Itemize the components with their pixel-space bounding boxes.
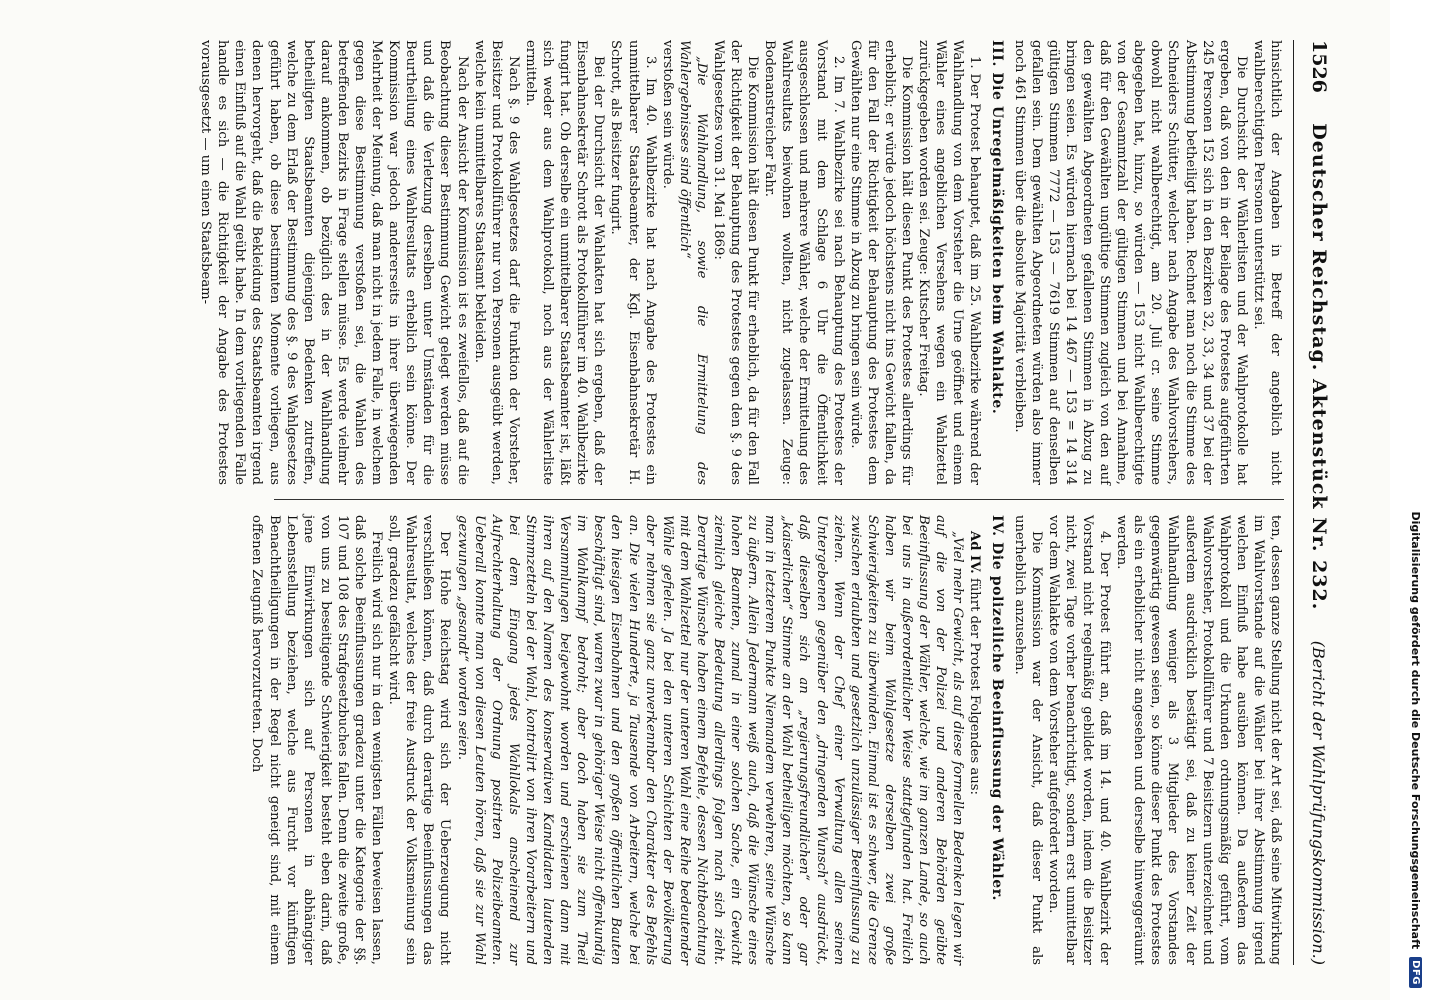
right-column: [249, 515, 1284, 965]
page-header: [1293, 40, 1330, 965]
paragraph: Der Hohe Reichstag wird sich der Ueberzeugung nicht verschließen können, daß durch derartige Beeinflussungen das Wahlresultat, welches der freie Ausdruck der Volksmeinung sein soll, gradezu gefälscht wird.: [386, 515, 453, 965]
quotation: „Viel mehr Gewicht, als auf diese formellen Bedenken legen wir auf die von der Polizei und anderen Behörden geübte Beeinflussung der Wähler, welche, wie im ganzen Lande, so auch bei uns in außerordentlicher Weise stattgefunden hat. Freilich haben wir beim Wahlgesetze derselben zwei große Schwierigkeiten zu überwinden. Einmal ist es schwer, die Grenze zwischen erlaubten und gesetzlich unzulässiger Beeinflussung zu ziehen. Wenn der Chef einer Verwaltung allen seinen Untergebenen gegenüber den „dringenden Wunsch“ ausdrückt, daß dieselben sich an „regierungsfreundlichen“ oder gar „kaiserlichen“ Stimme an der Wahl betheiligen möchten, so kann man in letzterem Punkte Niemandem verwehren, seine Wünsche zu äußern. Allein Jedermann weiß auch, daß die Wünsche eines hohen Beamten, zumal in einer solchen Sache, ein Gewicht ziemlich gleiche Bedeutung allerdings folgen nach sich zieht. Derartige Wünsche haben einem Befehle, dessen Nichtbeachtung mit dem Wahlzettel nur der unteren Wahl eine Reihe bedeutender Wähle gefielen. Ja bei den unteren Schichten der Bevölkerung aber nehmen sie ganz unverkennbar den Charakter des Befehls an. Die vielen Hunderte, ja Tausende von Arbeitern, welche bei den hiesigen Eisenbahnen und den großen öffentlichen Bauten beschäftigt sind, waren zwar in gehöriger Weise nicht offenkundig im Wahlkampf bedroht; aber doch haben sie zum Theil Versammlungen beigewohnt worden und erschienen dann mit ihren auf den Namen des konservativen Kandidaten lautenden Stimmzetteln bei der Wahl, kontrolirt von ihren Vorarbeitern und bei dem Eingang jedes Wahllokals anscheinend zur Aufrechterhaltung der Ordnung postirten Polizeibeamten. Ueberall konnte man von diesen Leuten hören, daß sie zur Wahl gezwungen „gesandt“ worden seien.: [454, 515, 966, 965]
paragraph-text: führt der Protest Folgendes aus:: [967, 577, 983, 795]
paragraph: 3. Im 40. Wahlbezirke hat nach Angabe des Protestes ein unmittelbarer Staatsbeamter, der Kgl. Eisenbahnsekretär H. Schrott, als Beisitzer fungirt.: [608, 40, 658, 485]
paragraph: Die Kommission hält diesen Punkt für erheblich, da für den Fall der Richtigkeit der Behauptung des Protestes gegen den §. 9 des Wahlgesetzes vom 31. Mai 1869:: [711, 40, 761, 485]
paragraph: Die Kommission war der Ansicht, daß dieser Punkt als unerheblich anzusehen.: [1011, 515, 1044, 965]
paragraph: Bei der Durchsicht der Wahlakten hat sich ergeben, daß der Eisenbahnsekretär Schrott als Protokollführer im 40. Wahlbezirke fungirt hat. Ob derselbe ein unmittelbarer Staatsbeamter ist, läßt sich weder aus dem Wahlprotokoll, noch aus der Wählerliste ermitteln.: [522, 40, 607, 485]
paragraph: Freilich wird sich nur in den wenigsten Fällen beweisen lassen, daß solche Beeinflussungen gradezu unter die Kategorie der §§. 107 und 108 des Strafgesetzbuches fallen. Denn die zweite große, von uns zu beseitigende Schwierigkeit besteht eben darin, daß jene Einwirkungen sich auf Personen in abhängiger Lebensstellung beziehen, welche aus Furcht vor künftigen Benachtheiligungen in der Regel nicht geneigt sind, mit einem offenen Zeugniß hervorzutreten. Doch: [249, 515, 385, 965]
paragraph-lead: Ad IV.: [967, 531, 983, 574]
paragraph: hinsichtlich der Angaben in Betreff der angeblich nicht wahlberechtigten Personen unterstützt sei.: [1250, 40, 1283, 485]
paragraph: Die Kommission hält diesen Punkt des Protestes allerdings für erheblich; er würde jedoch höchstens nicht ins Gewicht fallen, da für den Fall der Richtigkeit der Behauptung des Protestes dem Gewählten nur eine Stimme in Abzug zu bringen sein würde.: [847, 40, 915, 485]
page-number: 1526: [1308, 40, 1330, 93]
dfg-logo: DFG: [1410, 957, 1423, 988]
page-title: Deutscher Reichstag. Aktenstück Nr. 232.: [1308, 123, 1330, 611]
paragraph: [966, 515, 983, 965]
footer-text: Digitalisierung gefördert durch die Deutsche Forschungsgemeinschaft: [1409, 511, 1423, 950]
paragraph: 2. Im 7. Wahlbezirke sei nach Behauptung des Protestes der Vorstand mit dem Schlage 6 Uhr die Öffentlichkeit ausgeschlossen und mehrere Wähler, welche der Ermittelung des Wahlresultats beiwohnen wollten, nicht zugelassen. Zeuge: Bodenanstreicher Fahr.: [762, 40, 846, 485]
paragraph: 1. Der Protest behauptet, daß im 25. Wahlbezirke während der Wahlhandlung von dem Vorsteher die Urne geöffnet und einem Wähler eines angeblichen Versehens wegen ein Wahlzettel zurückgegeben worden sei. Zeuge: Kutscher Freitag.: [916, 40, 983, 485]
left-column: [198, 40, 1284, 485]
paragraph: Die Durchsicht der Wählerlisten und der Wahlprotokolle hat ergeben, daß von den in der Beilage des Protestes aufgeführten 245 Personen 152 sich in den Bezirken 32, 33, 34 und 37 bei der Abstimmung betheiligt haben. Rechnet man noch die Stimme des Schneiders Schütter, welcher nach Angabe des Wahlvorstehers, obwohl nicht wahlberechtigt, am 20. Juli cr. seine Stimme abgegeben hat, hinzu, so würden — 153 nicht Wahlberechtigte von der Gesammtzahl der gültigen Stimmen und bei Annahme, daß für den Gewählten ungültige Stimmen zugleich von den auf den gewählten Abgeordneten gefallenen Stimmen in Abzug zu bringen seien. Es würden hiernach bei 14 467 — 153 = 14 314 gültigen Stimmen 7772 — 153 — 7619 Stimmen auf denselben gefallen sein. Dem gewählten Abgeordneten würden also immer noch 461 Stimmen über die absolute Majorität verbleiben.: [1011, 40, 1249, 485]
paragraph: 4. Der Protest führt an, daß im 14. und 40. Wahlbezirk der Vorstand nicht regelmäßig gebildet worden, indem die Beisitzer nicht, zwei Tage vorher benachrichtigt, sondern erst unmittelbar vor dem Wahlakte von dem Vorsteher aufgefordert worden.: [1045, 515, 1113, 965]
paragraph: ten, dessen ganze Stellung nicht der Art sei, daß seine Mitwirkung im Wahlvorstande auf die Wähler bei ihrer Abstimmung irgend welchen Einfluß habe ausüben können. Da außerdem das Wahlprotokoll und die Urkunden ordnungsmäßig geführt, vom Wahlvorsteher, Protokollführer und 7 Beisitzern unterzeichnet und außerdem ausdrücklich bestätigt sei, daß zu keiner Zeit der Wahlhandlung weniger als 3 Mitglieder des Vorstandes gegenwärtig gewesen seien, so könne dieser Punkt des Protestes als ein erheblicher nicht angesehen und derselbe hinweggeräumt werden.: [1114, 515, 1283, 965]
quotation: „Die Wahlhandlung, sowie die Ermittelung des Wahlergebnisses sind öffentlich“: [676, 40, 709, 485]
section-heading-iv: IV. Die polizeiliche Beeinflussung der Wähler.: [989, 515, 1006, 901]
section-heading-iii: III. Die Unregelmäßigkeiten beim Wahlakte.: [989, 40, 1006, 415]
paragraph: Nach der Ansicht der Kommission ist es zweifellos, daß auf die Beobachtung dieser Bestimmung Gewicht gelegt werden müsse und daß die Verletzung derselben unter Umständen für die Beurtheilung eines Wahlresultats erheblich sein könne. Der Kommission war jedoch andererseits in ihrer überwiegenden Mehrheit der Meinung, daß man nicht in jedem Falle, in welchem gegen diese Bestimmung verstoßen sei, die Wahlen des betreffenden Bezirks in Frage stellen müsse. Es werde vielmehr darauf ankommen, ob bezüglich des in der Wahlhandlung betheiligten Staatsbeamten diejenigen Bedenken zutreffen, welche zu dem Erlaß der Bestimmung des §. 9 des Wahlgesetzes geführt haben, ob diese bestimmten Momente vorliegen, aus denen hervorgeht, daß die Bekleidung des Staatsbeamten irgend einen Einfluß auf die Wahl geübt habe. In dem vorliegenden Falle handle es sich — die Richtigkeit der Angabe des Protestes vorausgesetzt — um einen Staatsbeam-: [198, 40, 470, 485]
section-title: (Bericht der Wahlprüfungskommission.): [1309, 640, 1328, 965]
column-divider: [274, 499, 1284, 500]
footer-strip: [1408, 0, 1432, 1000]
paragraph: verstoßen sein würde.: [659, 40, 675, 189]
paragraph: Nach §. 9 des Wahlgesetzes darf die Funktion der Vorsteher, Beisitzer und Protokollführer nur von Personen ausgeübt werden, welche kein unmittelbares Staatsamt bekleiden.: [471, 40, 521, 485]
footer-credit: [1404, 8, 1428, 988]
